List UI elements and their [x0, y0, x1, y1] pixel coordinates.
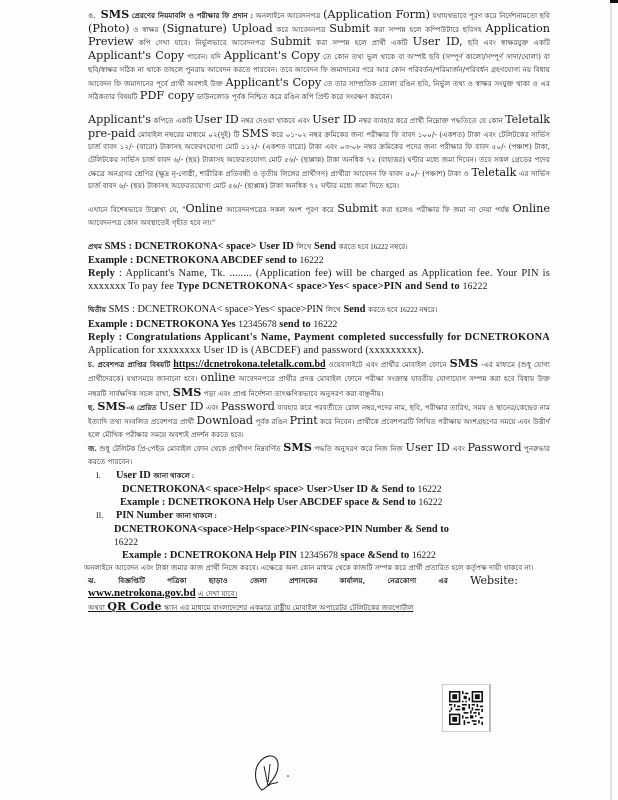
text: পত্রিকা — [167, 575, 187, 585]
text: লিখে — [296, 242, 312, 251]
text: কপিতে একটি — [153, 115, 193, 125]
text: করা সম্পন্ন হলে প্রার্থী একটি — [316, 38, 408, 48]
text: Password — [467, 441, 522, 455]
text: SMS — [449, 356, 479, 371]
first-sms-reply — [88, 267, 550, 293]
text: Example : DCNETROKONA ABCDEF send to — [88, 254, 297, 266]
text: -এর মাধ্যমে (শুধু যোগ্য প্রার্থীদেরকে) যথাসময়ে জানানো হবে। — [88, 360, 550, 383]
text: আবেদনপত্র কোন অবস্থাতেই গৃহীত হবে না।" — [88, 217, 216, 227]
shortcode: 16222 — [313, 318, 338, 330]
text: Teletalk — [471, 165, 517, 179]
userid-command — [122, 483, 550, 496]
text: আবেদনপত্রে প্রার্থীর প্রদত্ত মোবাইল ফোনে পরীক্ষা সংক্রান্ত যাবতীয় যোগাযোগ সম্পন্ন করা হবে বিধায় উক্ত নম্বরটি সার্বক্ষণিক সচল রাখা, — [88, 373, 550, 398]
text: নম্বর ব্যবহার করে প্রার্থী নিম্নোক্ত পদ্ধতিতে যে কোন — [358, 115, 503, 125]
text: Application Preview — [88, 21, 550, 49]
text: User ID — [312, 112, 357, 126]
section-title-sms: SMS — [100, 7, 130, 21]
text: মোবাইল নম্বরের মাধ্যমে ০২(দুই) টি — [138, 129, 240, 139]
text: Applicant's Copy — [223, 49, 320, 63]
text: কপি দেখা যাবে। নির্ভুলভাবে আবেদনপত্র — [138, 38, 266, 48]
second-sms-block — [88, 303, 550, 357]
shortcode: 16222 — [299, 254, 324, 266]
text: যথাযথভাবে পূরণ করে নির্দেশনামতো ছবি — [432, 11, 550, 20]
first-sms-block — [88, 240, 550, 294]
userid-example — [120, 496, 550, 509]
text: Reply — [88, 267, 115, 279]
qr-code-line — [88, 600, 550, 615]
text: লিখে — [325, 306, 341, 315]
section-sms-rules — [88, 8, 550, 104]
section-marker: ছ. — [88, 403, 95, 413]
online-notice-paragraph — [88, 203, 550, 229]
text: জেলা — [250, 575, 267, 585]
text: Submit — [270, 35, 312, 49]
text: 12345678 — [238, 318, 277, 330]
section-marker: জ. — [88, 444, 97, 454]
text: করে নিবেন। প্রার্থীকে প্রবেশপত্রটি লিখিত পরীক্ষায় অংশগ্রহণের সময়ে এবং উত্তীর্ণ হলে মৌখিক পরীক্ষার সময়ে অবশ্যই প্রদর্শন করতে হবে। — [88, 416, 550, 439]
text: Reply : Congratulations Applicant's Name, Payment completed successfully for DCNETROKONA — [88, 331, 550, 343]
text: এর সার্ভিস চার্জ বাবদ ৬/- (ছয়) টাকাসহ অফেরতযোগ্য মোট ৫৬/- (ছাপ্পান্ন) টাকা অনধিক ৭২ ঘন্টার মধ্যে জমা দিতে হবে। — [88, 168, 550, 191]
text: ছবি এবং স্বাক্ষরযুক্ত একটি — [467, 38, 550, 48]
text: DCNETROKONA< space>Help< space> User>User ID & Send to — [122, 483, 415, 495]
section-website — [88, 575, 518, 587]
text: ও স্বাক্ষর — [133, 24, 159, 34]
list-numeral: II. — [96, 510, 104, 520]
text: দ্বিতীয় — [88, 306, 107, 315]
text: এবং — [205, 403, 219, 413]
text: PDF copy — [139, 89, 195, 103]
text: প্রশাসকের — [289, 575, 318, 585]
text: User ID — [159, 400, 204, 414]
text: স্ক্যান এর মাধ্যমে বাংলাদেশের একমাত্র রাষ্ট্রীয় মোবাইল অপারেটর টেলিটকের জবপোর্টাল — [163, 603, 414, 613]
shortcode: 16222 — [411, 549, 436, 561]
text: online — [200, 370, 236, 384]
closing-note — [84, 562, 550, 575]
text: করতে হবে 16222 নম্বরে। — [368, 306, 438, 315]
section-admit-card — [88, 357, 550, 400]
text: Example : DCNETROKONA Help PIN — [122, 549, 297, 561]
text: করা সম্পন্ন হলে কম্পিউটারে ছবিসহ — [373, 24, 482, 34]
text: Application for xxxxxxxx User ID is (ABCDEF) and password (xxxxxxxxx). — [88, 344, 425, 356]
first-sms-instruction — [88, 240, 550, 254]
text: Example : DCNETROKONA Yes — [88, 318, 236, 330]
text: জানা থাকলে : — [153, 471, 195, 480]
fee-paragraph — [88, 114, 550, 193]
text: User ID — [194, 112, 239, 126]
website-url-line — [88, 587, 550, 601]
text: ডাউনলোড পূর্বক নিশ্চিত করে রঙিন কপি প্রিন্ট করে সংরক্ষণ করবেন। — [196, 92, 393, 102]
text: পদ্ধতি অনুসরণ করে নিজ নিজ — [314, 444, 403, 454]
text: ঝ. — [88, 575, 96, 585]
section-title: প্রেরণের নিয়মাবলি ও পরীক্ষার ফি প্রদান : — [131, 11, 254, 20]
text: : Applicant's Name, Tk. ........ (Application fee) will be charged as Application fee. Your PIN is xxxxxxx To pay fee — [88, 267, 550, 293]
text: Teletalk pre-paid — [88, 112, 550, 140]
district-website-link[interactable]: www.netrokona.gov.bd — [88, 586, 196, 599]
text: করতে হবে 16222 নম্বরে। — [338, 242, 408, 251]
text: User ID — [405, 441, 450, 455]
list-numeral: I. — [96, 470, 101, 480]
text: পূর্বক রঙিন — [255, 416, 288, 426]
section-recovery — [88, 441, 550, 468]
second-sms-instruction — [88, 303, 550, 317]
text: বিজ্ঞপ্তিটি — [118, 575, 146, 585]
scan-corner-mark — [610, 0, 618, 3]
text: 12345678 — [299, 549, 338, 561]
text: নম্বর দেওয়া থাকবে এবং — [241, 115, 310, 125]
text: করে ০১-০২ নম্বর ক্রমিকের জন্য পরীক্ষার ফি বাবদ ১০০/- (একশত) টাকা এবং টেলিটকের সার্ভিস চার্জ বাবদ ১২/- (বারো) টাকাসহ অফেরৎযোগ্য মোট ১১২/- (একশত বারো) টাকা এবং ০৩-০৮ নম্বর ক্রমিকের পদের জন্য পরীক্ষার ফি বাবদ ৫০/- (পঞ্চাশ) টাকা, টেলিটকের সার্ভিস চার্জ বাবদ ৬/- (ছয়) টাকাসহ অফেরতযোগ্য মোট ৫৬/- (ছাপ্পান্ন) টাকা অনধিক ৭২ (বাহাত্তর) ঘন্টার মধ্যে জমা দিবেন। তবে সকল গ্রেডের পদের ক্ষেত্রে অনগ্রসর শ্রেণির (ক্ষুদ্র নৃ-গোষ্ঠী, শারীরিক প্রতিবন্ধী ও তৃতীয় লিঙ্গের প্রার্থীগণ) প্রার্থীরা আবেদন ফি বাবদ ৫০/- (পঞ্চাশ) টাকা ও — [88, 129, 551, 178]
text: SMS — [241, 126, 269, 140]
text: নেত্রকোণা — [387, 575, 417, 585]
text: (Signature) Upload — [162, 21, 273, 35]
qr-code-icon — [449, 691, 483, 725]
pin-command — [114, 523, 550, 549]
text: এখানে বিশেষভাবে উল্লেখ্য যে, " — [88, 205, 186, 215]
text: Send — [343, 304, 366, 316]
second-sms-reply — [88, 331, 550, 357]
teletalk-portal-link[interactable]: https://dcnetrokona.teletalk.com.bd — [173, 359, 326, 371]
text: DCNETROKONA<space>Help<space>PIN<space>PIN Number & Send to — [114, 523, 449, 535]
text: জানা থাকলে : — [176, 511, 217, 520]
text: (Photo) — [88, 21, 130, 35]
text: আবেদনপত্রের সকল অংশ পূরণ করে — [226, 205, 334, 215]
list-item-pin — [96, 509, 550, 523]
text: কার্যালয়, — [339, 575, 366, 585]
list-item-userid — [96, 469, 550, 483]
text: Online — [512, 202, 550, 216]
text: পাবেন। যদি — [187, 52, 221, 62]
text: send to — [279, 318, 311, 330]
shortcode: 16222 — [417, 483, 442, 495]
text: তে তার সাম্প্রতিক তোলা রঙিন ছবি, নির্ভুল তথ্য ও স্বাক্ষর সংযুক্ত থাকা ও এর সঠিকতার বিষয়টি — [88, 78, 550, 102]
text: অনলাইনে আবেদনপত্র — [255, 11, 321, 20]
text: User ID — [116, 469, 151, 481]
text: প্রথম — [88, 242, 103, 251]
text: Example : DCNETROKONA Help User ABCDEF space & Send to — [120, 496, 416, 508]
text: Applicant's — [88, 112, 152, 126]
text: অথবা — [88, 603, 105, 613]
text: Send — [314, 240, 336, 252]
text: পড়া এবং প্রাপ্ত নির্দেশনা তাৎক্ষণিকভাবে অনুসরণ করা বাঞ্ছনীয়। — [203, 388, 384, 398]
text: ছাড়াও — [208, 575, 228, 585]
text: ওয়েবসাইটে এবং প্রার্থীর মোবাইল ফোনে — [328, 360, 447, 370]
text: Submit — [337, 202, 378, 216]
text: তে কোন তথ্য ভুল থাকে বা অস্পষ্ট ছবি (সম্পূর্ণ কালো/সম্পূর্ণ সাদা/ঘোলা) বা ছবি/স্বাক্ষর সঠিক না থাকে তাহলে পুনরায় আবেদন করতে পারবেন। তবে আবেদন ফি জমাদানের পরে আর কোন পরিবর্তন/পরিমার্জন/পরিবর্ধন গ্রহণযোগ্য নয় বিধায় আবেদন ফি জমাদানের পূর্বে প্রার্থী অবশ্যই উক্ত — [88, 52, 550, 88]
text: PIN Number — [116, 509, 174, 521]
qr-code[interactable] — [442, 684, 491, 732]
text: Download — [196, 413, 254, 427]
text: Password — [220, 400, 275, 414]
sms-format: SMS : DCNETROKONA< space> User ID — [104, 240, 294, 252]
section-marker: ঙ. — [88, 11, 96, 20]
text: Applicant's Copy — [225, 75, 322, 89]
text: space &Send to — [340, 549, 410, 561]
page-edge-shadow — [610, 0, 612, 800]
second-sms-example — [88, 318, 550, 331]
text: SMS — [97, 399, 126, 414]
section-title: চ. প্রবেশপত্র প্রাপ্তির বিষয়টি — [88, 360, 171, 370]
text: (Application Form) — [323, 8, 430, 21]
text: -এ প্রেরিত — [125, 403, 157, 413]
text: শুধু টেলিটক প্রি-পেইড মোবাইল ফোন থেকে প্রার্থীগণ নিম্নবর্ণিত — [99, 444, 281, 454]
shortcode: 16222 — [462, 281, 488, 293]
text: Website: — [470, 573, 518, 587]
text: Type DCNETROKONA< space>Yes< space>PIN and Send to — [176, 281, 460, 293]
text: এ দেখা যাবে। — [197, 588, 238, 598]
document-page — [84, 7, 551, 615]
pin-example — [122, 549, 550, 562]
text: Submit — [329, 21, 370, 35]
text: Applicant's Copy — [88, 49, 185, 63]
text: করে আবেদনপত্র — [276, 24, 326, 34]
text: User ID, — [412, 35, 463, 49]
shortcode: 16222 — [418, 496, 443, 508]
signature-icon — [248, 752, 298, 794]
text: QR Code — [107, 599, 162, 614]
text: অনলাইনে আবেদন এবং টাকা জমার কাজ প্রার্থী নিজে করবে। এক্ষেত্রে অন্য কোন মাধ্যম থেকে কাজটি সম্পন্ন করে প্রার্থী প্রতারিত হলে কর্তৃপক্ষ দায়ী থাকবে না। — [84, 562, 534, 572]
first-sms-example — [88, 254, 550, 267]
text: SMS — [283, 440, 312, 455]
text: পুনরুদ্ধার করতে পারবেন। — [88, 444, 551, 467]
sms-format: SMS : DCNETROKONA< space>Yes< space>PIN — [108, 304, 324, 316]
section-login-download — [88, 400, 550, 441]
text: Online — [185, 202, 223, 216]
text: SMS — [172, 384, 202, 399]
recovery-list — [96, 469, 550, 562]
shortcode: 16222 — [114, 536, 138, 548]
text: করা হলেও পরীক্ষার ফি জমা না দেয়া পর্যন্ত — [381, 205, 510, 215]
text: Print — [289, 413, 318, 427]
text: এবং — [452, 444, 465, 454]
text: এর — [438, 575, 448, 585]
text: ব্যবহার করে পরবর্তীতে রোল নম্বর,পদের নাম, ছবি, পরীক্ষার তারিখ, সময় ও স্থানের/কেন্দ্রের নাম ইত্যাদি তথ্য সংবলিত প্রবেশপত্র প্রার্থী — [88, 403, 550, 426]
